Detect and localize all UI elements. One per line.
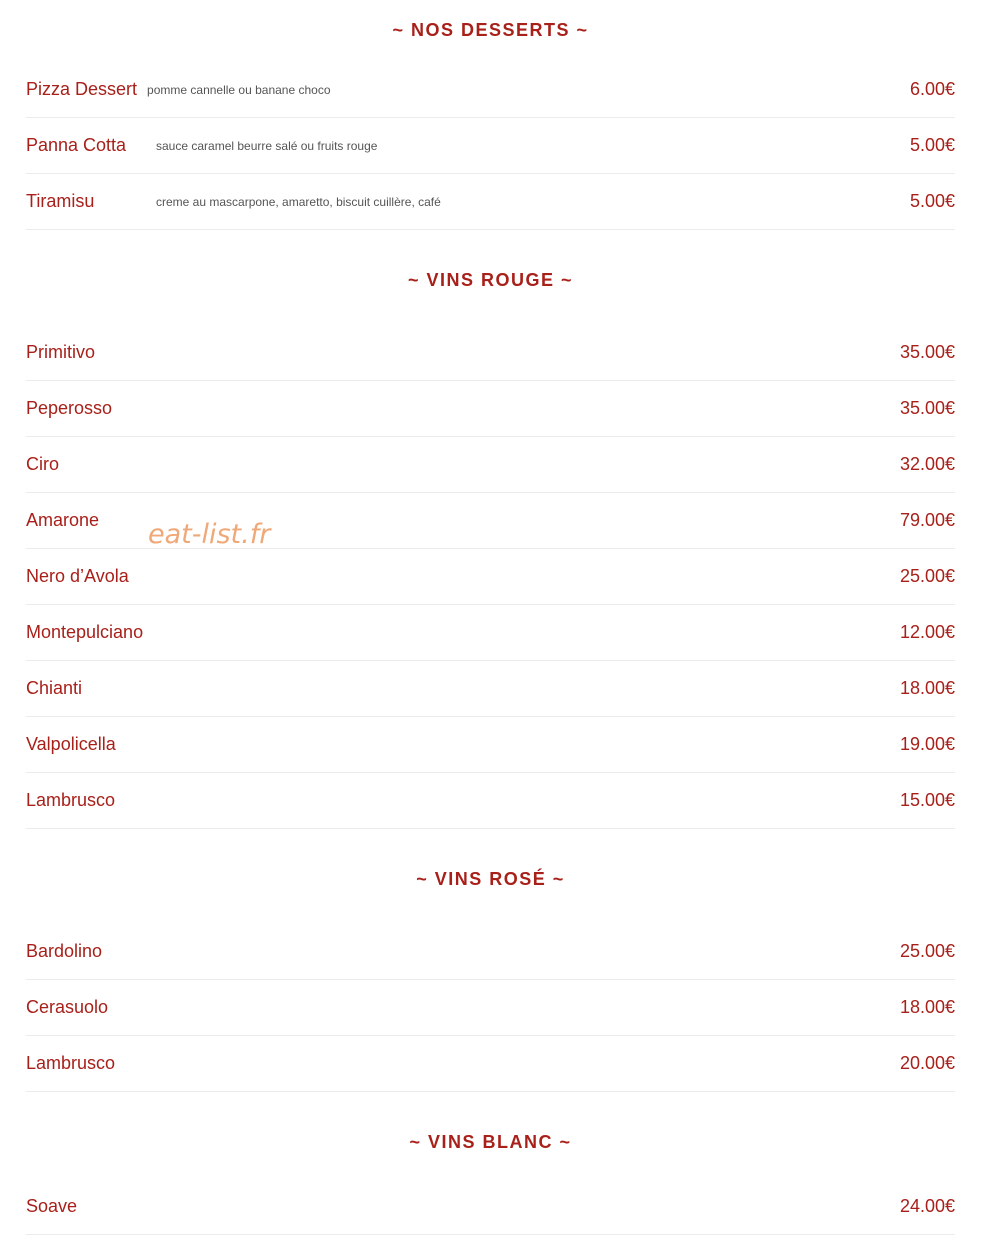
item-price: 5.00€ [909, 135, 955, 155]
item-name: Primitivo [26, 342, 96, 362]
menu-item [26, 325, 955, 381]
item-list [26, 62, 955, 230]
item-name: Tiramisu [26, 191, 95, 211]
section-title: ~ VINS ROUGE ~ [407, 270, 574, 290]
menu-item [26, 1036, 955, 1092]
item-price: 24.00€ [899, 1196, 955, 1216]
item-name: Pizza Dessert [26, 79, 138, 99]
item-price: 6.00€ [909, 79, 955, 99]
item-price: 35.00€ [899, 342, 955, 362]
menu-item [26, 437, 955, 493]
menu-item [26, 980, 955, 1036]
item-name: Cerasuolo [26, 997, 109, 1017]
menu-item [26, 605, 955, 661]
item-list [26, 325, 955, 829]
item-name: Lambrusco [26, 1053, 116, 1073]
menu-item [26, 549, 955, 605]
item-price: 15.00€ [899, 790, 955, 810]
item-price: 18.00€ [899, 997, 955, 1017]
item-description: creme au mascarpone, amaretto, biscuit cuillère, café [156, 194, 441, 209]
item-name: Nero d’Avola [26, 566, 129, 586]
item-price: 25.00€ [899, 566, 955, 586]
menu-item [26, 773, 955, 829]
item-name: Ciro [26, 454, 60, 474]
item-name: Lambrusco [26, 790, 116, 810]
menu-item [26, 174, 955, 230]
section-vins-rose [26, 829, 955, 1092]
item-description: sauce caramel beurre salé ou fruits rouge [156, 138, 378, 153]
item-price: 12.00€ [899, 622, 955, 642]
section-desserts [26, 0, 955, 230]
item-name: Valpolicella [26, 734, 116, 754]
menu-item [26, 924, 955, 980]
menu-item [26, 381, 955, 437]
item-price: 20.00€ [899, 1053, 955, 1073]
section-title: ~ VINS ROSÉ ~ [416, 869, 565, 889]
menu-item [26, 1179, 955, 1235]
item-price: 18.00€ [899, 678, 955, 698]
item-name: Soave [26, 1196, 78, 1216]
item-list [26, 1179, 955, 1235]
item-name: Chianti [26, 678, 83, 698]
item-name: Amarone [26, 510, 100, 530]
menu-item [26, 661, 955, 717]
item-price: 19.00€ [899, 734, 955, 754]
menu [26, 0, 955, 1235]
item-price: 79.00€ [899, 510, 955, 530]
item-price: 5.00€ [909, 191, 955, 211]
menu-item [26, 493, 955, 549]
item-price: 25.00€ [899, 941, 955, 961]
watermark: eat-list.fr [148, 519, 271, 550]
section-title: ~ NOS DESSERTS ~ [392, 20, 589, 40]
item-description: pomme cannelle ou banane choco [147, 82, 331, 97]
menu-item [26, 118, 955, 174]
item-price: 35.00€ [899, 398, 955, 418]
item-name: Bardolino [26, 941, 103, 961]
section-title: ~ VINS BLANC ~ [409, 1132, 572, 1152]
item-price: 32.00€ [899, 454, 955, 474]
section-vins-rouge [26, 230, 955, 829]
section-vins-blanc [26, 1092, 955, 1235]
menu-item [26, 717, 955, 773]
item-name: Panna Cotta [26, 135, 127, 155]
item-list [26, 924, 955, 1092]
item-name: Peperosso [26, 398, 113, 418]
menu-item [26, 62, 955, 118]
item-name: Montepulciano [26, 622, 144, 642]
